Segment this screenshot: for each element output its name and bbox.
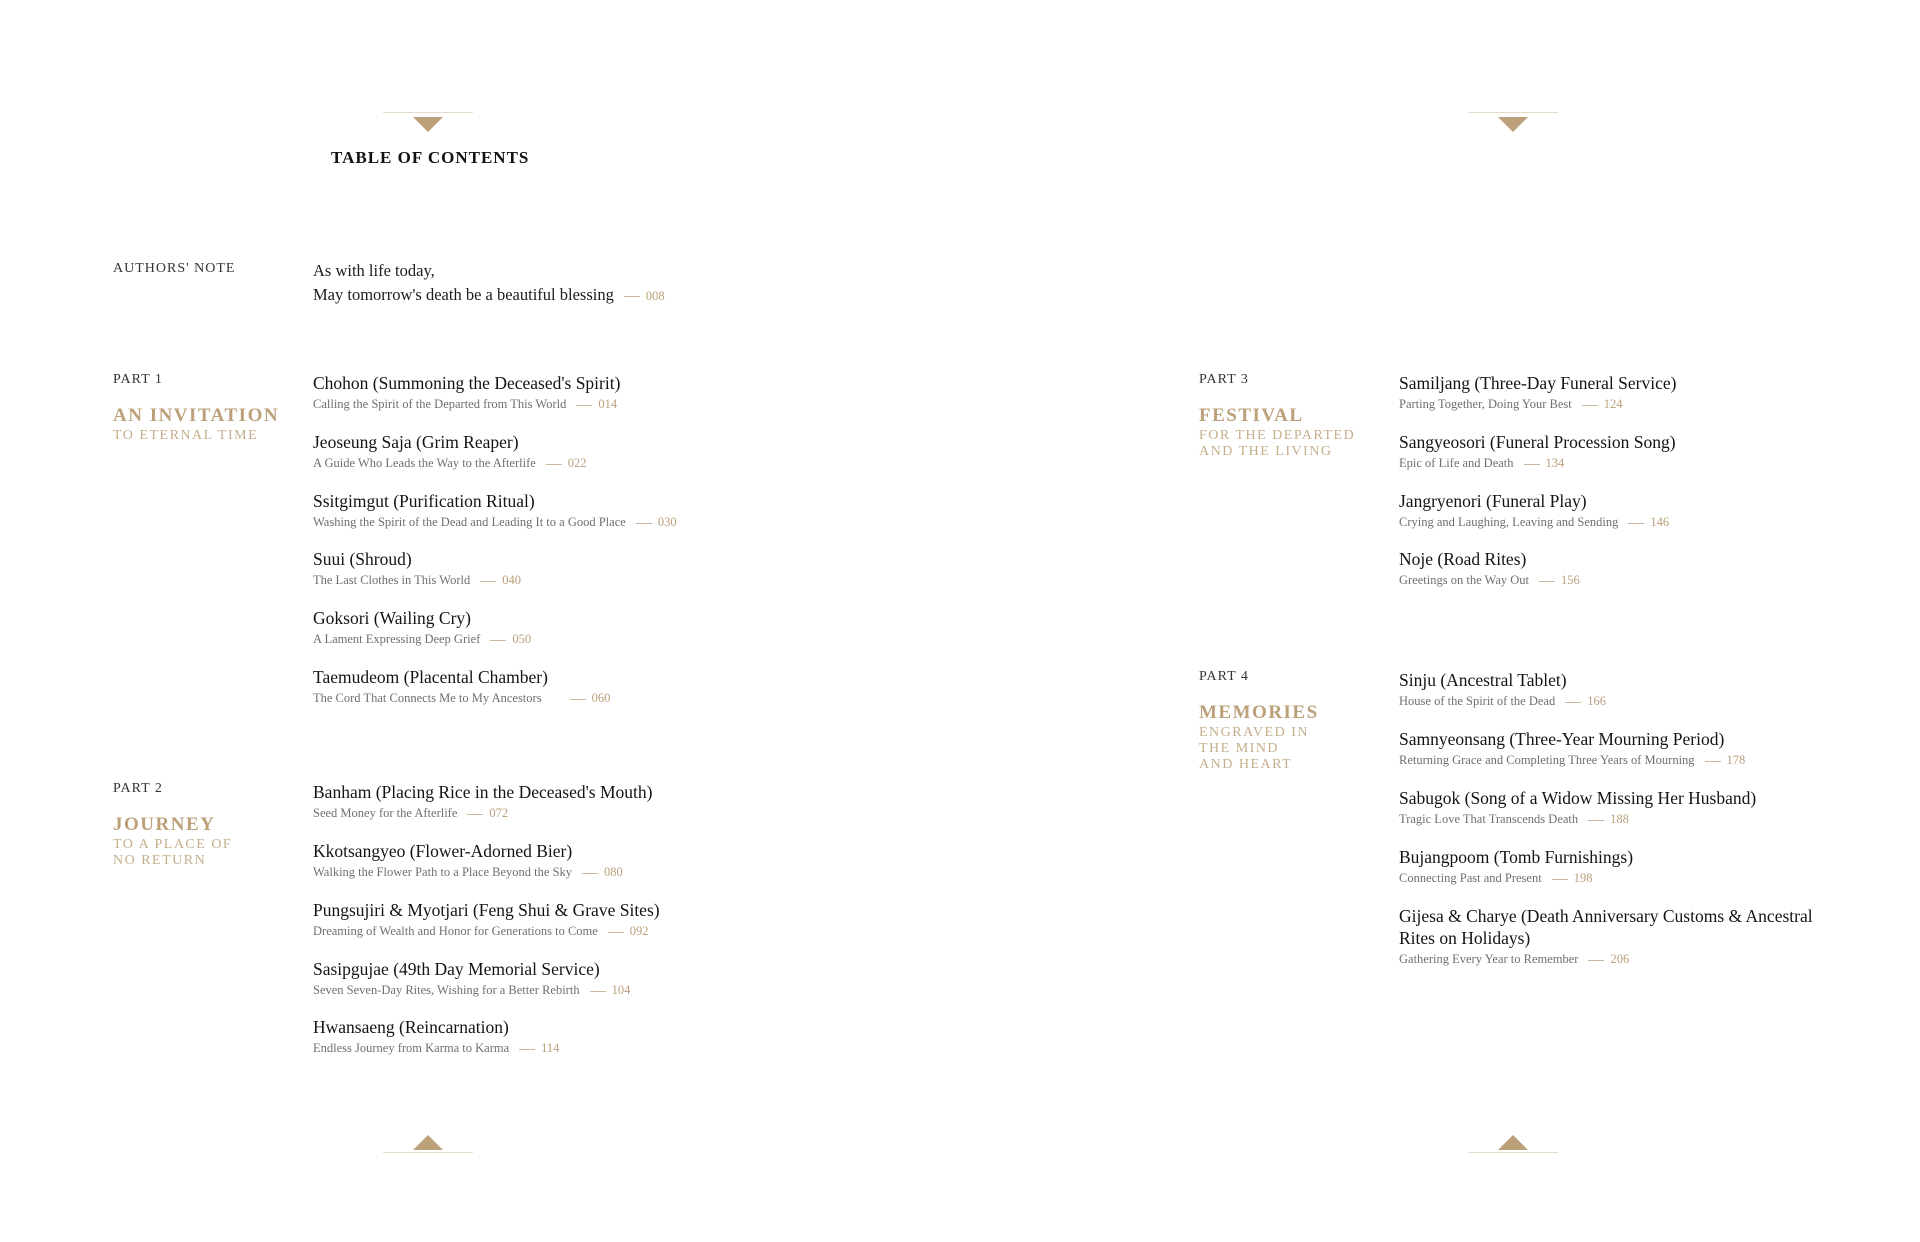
entry-subtitle: Washing the Spirit of the Dead and Leading It to a Good Place 030	[313, 515, 677, 529]
page-number: 072	[489, 806, 509, 820]
dash-divider	[590, 991, 606, 992]
entry-title: Samiljang (Three-Day Funeral Service)	[1399, 373, 1677, 393]
toc-entry[interactable]	[1399, 905, 1839, 968]
toc-entry[interactable]	[313, 607, 531, 648]
dash-divider	[519, 1049, 535, 1050]
entry-subtitle: A Lament Expressing Deep Grief 050	[313, 632, 532, 646]
entry-title: Samnyeonsang (Three-Year Mourning Period)	[1399, 729, 1725, 749]
page-number: 156	[1561, 573, 1580, 587]
part-1-subtitle: TO ETERNAL TIME	[113, 428, 259, 443]
entry-subtitle: Crying and Laughing, Leaving and Sending 146	[1399, 515, 1670, 529]
dash-divider	[1588, 820, 1604, 821]
entry-title: Banham (Placing Rice in the Deceased's Mouth)	[313, 782, 653, 802]
ornament-top-right	[1468, 112, 1558, 142]
triangle-up-icon	[1498, 1135, 1528, 1150]
ornament-bottom-right	[1468, 1123, 1558, 1153]
toc-entry[interactable]	[313, 840, 623, 881]
entry-title: Goksori (Wailing Cry)	[313, 608, 472, 628]
page-number: 146	[1650, 515, 1670, 529]
page-number: 188	[1610, 812, 1629, 826]
entry-subtitle: Walking the Flower Path to a Place Beyond the Sky 080	[313, 865, 623, 879]
page-number: 022	[567, 456, 587, 470]
page-number: 050	[512, 632, 532, 646]
part-4-title: MEMORIES	[1199, 702, 1319, 723]
dash-divider	[480, 581, 496, 582]
ornament-bottom-left	[383, 1123, 473, 1153]
entry-title: Jeoseung Saja (Grim Reaper)	[313, 432, 519, 452]
part-1-title: AN INVITATION	[113, 405, 280, 426]
page-number: 060	[591, 691, 611, 705]
entry-subtitle: A Guide Who Leads the Way to the Afterlife 022	[313, 456, 587, 470]
toc-entry[interactable]	[313, 372, 620, 413]
page-number: 080	[604, 865, 623, 879]
entry-title: Suui (Shroud)	[313, 549, 412, 569]
entry-subtitle: Calling the Spirit of the Departed from This World 014	[313, 397, 618, 411]
entry-subtitle: The Last Clothes in This World 040	[313, 573, 521, 587]
entry-title: Hwansaeng (Reincarnation)	[313, 1017, 509, 1037]
page-title: TABLE OF CONTENTS	[331, 148, 530, 167]
entry-title: Taemudeom (Placental Chamber)	[313, 667, 548, 687]
dash-divider	[1628, 523, 1644, 524]
page-number: 008	[645, 289, 665, 303]
dash-divider	[467, 814, 483, 815]
dash-divider	[1552, 879, 1568, 880]
toc-entry[interactable]	[1399, 787, 1756, 828]
dash-divider	[576, 405, 592, 406]
toc-entry[interactable]	[313, 958, 630, 999]
dash-divider	[636, 523, 652, 524]
entry-subtitle: Endless Journey from Karma to Karma 114	[313, 1041, 560, 1055]
dash-divider	[1588, 960, 1604, 961]
authors-note-entry[interactable]	[313, 259, 665, 308]
dash-divider	[624, 296, 640, 297]
page-number: 134	[1545, 456, 1565, 470]
entry-subtitle: Seven Seven-Day Rites, Wishing for a Better Rebirth 104	[313, 983, 631, 997]
page-number: 124	[1603, 397, 1623, 411]
toc-entry[interactable]	[313, 548, 521, 589]
entry-subtitle: Epic of Life and Death 134	[1399, 456, 1565, 470]
part-4-subtitle: ENGRAVED IN THE MIND AND HEART	[1199, 725, 1309, 772]
page-number: 198	[1573, 871, 1593, 885]
dash-divider	[490, 640, 506, 641]
toc-entry[interactable]	[313, 781, 652, 822]
part-3-subtitle: FOR THE DEPARTED AND THE LIVING	[1199, 428, 1356, 459]
authors-note-line1: As with life today,	[313, 261, 435, 280]
triangle-down-icon	[413, 117, 443, 132]
entry-title: Gijesa & Charye (Death Anniversary Customs & Ancestral Rites on Holidays)	[1399, 906, 1813, 948]
toc-entry[interactable]	[1399, 372, 1676, 413]
toc-entry[interactable]	[1399, 548, 1580, 589]
dash-divider	[608, 932, 624, 933]
entry-subtitle: Dreaming of Wealth and Honor for Generations to Come 092	[313, 924, 649, 938]
dash-divider	[1565, 702, 1581, 703]
entry-subtitle: Tragic Love That Transcends Death 188	[1399, 812, 1629, 826]
entry-title: Sangyeosori (Funeral Procession Song)	[1399, 432, 1676, 452]
toc-entry[interactable]	[313, 431, 587, 472]
part-4-label: PART 4	[1199, 669, 1249, 684]
triangle-up-icon	[413, 1135, 443, 1150]
part-1-label: PART 1	[113, 372, 163, 387]
dash-divider	[1524, 464, 1540, 465]
toc-entry[interactable]	[1399, 669, 1606, 710]
dash-divider	[570, 699, 586, 700]
page-number: 104	[611, 983, 631, 997]
entry-title: Pungsujiri & Myotjari (Feng Shui & Grave Sites)	[313, 900, 660, 920]
entry-title: Sasipgujae (49th Day Memorial Service)	[313, 959, 600, 979]
entry-subtitle: Seed Money for the Afterlife 072	[313, 806, 509, 820]
toc-entry[interactable]	[313, 1016, 559, 1057]
dash-divider	[546, 464, 562, 465]
entry-subtitle: Greetings on the Way Out 156	[1399, 573, 1580, 587]
part-3-label: PART 3	[1199, 372, 1249, 387]
page-number: 092	[629, 924, 649, 938]
toc-entry[interactable]	[313, 899, 660, 940]
page-number: 114	[541, 1041, 560, 1055]
page-number: 014	[598, 397, 618, 411]
entry-title: Jangryenori (Funeral Play)	[1399, 491, 1587, 511]
page-number: 206	[1610, 952, 1630, 966]
entry-title: Bujangpoom (Tomb Furnishings)	[1399, 847, 1634, 867]
entry-subtitle: Gathering Every Year to Remember 206	[1399, 952, 1630, 966]
dash-divider	[1705, 761, 1721, 762]
toc-entry[interactable]	[313, 666, 610, 707]
toc-entry[interactable]	[1399, 728, 1745, 769]
dash-divider	[582, 873, 598, 874]
entry-subtitle: Returning Grace and Completing Three Years of Mourning 178	[1399, 753, 1746, 767]
dash-divider	[1582, 405, 1598, 406]
page-number: 030	[657, 515, 677, 529]
entry-title: Chohon (Summoning the Deceased's Spirit)	[313, 373, 621, 393]
part-3-title: FESTIVAL	[1199, 405, 1304, 426]
page-number: 166	[1587, 694, 1606, 708]
entry-title: Noje (Road Rites)	[1399, 549, 1527, 569]
entry-title: Ssitgimgut (Purification Ritual)	[313, 491, 535, 511]
page-number: 178	[1726, 753, 1746, 767]
entry-title: Kkotsangyeo (Flower-Adorned Bier)	[313, 841, 573, 861]
part-2-subtitle: TO A PLACE OF NO RETURN	[113, 837, 233, 868]
dash-divider	[1539, 581, 1555, 582]
toc-entry[interactable]	[313, 490, 677, 531]
part-2-label: PART 2	[113, 781, 163, 796]
authors-note-label: AUTHORS' NOTE	[113, 261, 236, 276]
page-number: 040	[502, 573, 521, 587]
entry-subtitle: The Cord That Connects Me to My Ancestors 060	[313, 691, 611, 705]
entry-subtitle: House of the Spirit of the Dead 166	[1399, 694, 1606, 708]
part-2-title: JOURNEY	[113, 814, 216, 835]
entry-title: Sinju (Ancestral Tablet)	[1399, 670, 1567, 690]
toc-entry[interactable]	[1399, 490, 1669, 531]
ornament-top-left	[383, 112, 473, 142]
toc-entry[interactable]	[1399, 846, 1633, 887]
authors-note-line2: May tomorrow's death be a beautiful blessing 008	[313, 285, 665, 304]
entry-subtitle: Connecting Past and Present 198	[1399, 871, 1593, 885]
toc-entry[interactable]	[1399, 431, 1676, 472]
triangle-down-icon	[1498, 117, 1528, 132]
entry-title: Sabugok (Song of a Widow Missing Her Husband)	[1399, 788, 1757, 808]
entry-subtitle: Parting Together, Doing Your Best 124	[1399, 397, 1623, 411]
